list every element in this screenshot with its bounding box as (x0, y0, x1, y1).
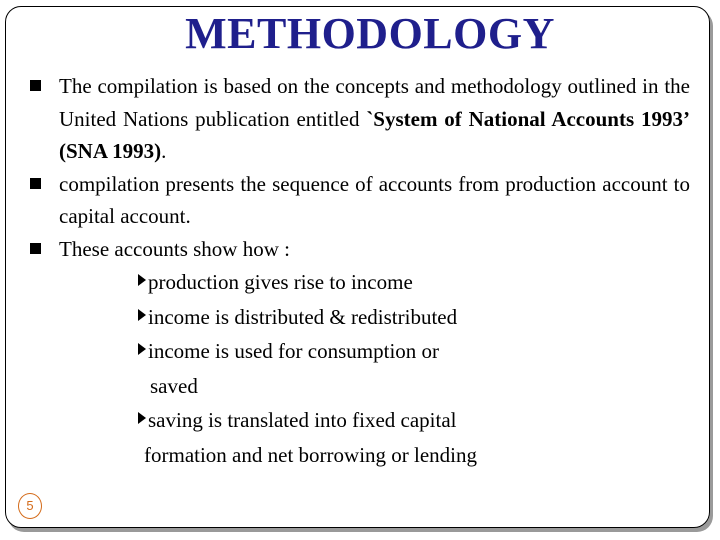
bullet-item (30, 70, 690, 168)
sub-bullet-item (138, 403, 558, 472)
sub-bullet-item (138, 334, 558, 403)
bullet-text-end: . (161, 139, 167, 163)
sub-bullet-text: income is distributed & redistributed (148, 304, 458, 329)
bullet-item (30, 233, 690, 266)
arrow-bullet-icon (138, 274, 146, 286)
sub-bullet-text: saving is translated into fixed capital (148, 408, 457, 432)
square-bullet-icon (30, 243, 41, 254)
sub-bullet-continuation: saved (150, 373, 198, 398)
bullet-text: compilation presents the sequence of accounts from production account to capital account. (59, 171, 690, 228)
slide-title: METHODOLOGY (185, 9, 555, 58)
sub-bullet-text: income is used for consumption or (148, 339, 440, 363)
bullet-text: The compilation is based on the concepts and methodology outlined in the United Nations publication entitled (59, 74, 690, 131)
arrow-bullet-icon (138, 309, 146, 321)
publication-title: `System of National Accounts 1993’ (SNA 1993) (59, 106, 690, 163)
bullet-text: These accounts show how : (59, 236, 290, 261)
arrow-bullet-icon (138, 343, 146, 355)
sub-bullet-item (138, 265, 558, 300)
page-number-badge: 5 (18, 493, 42, 519)
bullet-list (30, 70, 690, 472)
sub-bullet-continuation: formation and net borrowing or lending (144, 442, 478, 467)
bullet-item (30, 168, 690, 233)
sub-bullet-text: production gives rise to income (148, 270, 413, 294)
arrow-bullet-icon (138, 412, 146, 424)
sub-bullet-item (138, 300, 558, 335)
square-bullet-icon (30, 178, 41, 189)
square-bullet-icon (30, 80, 41, 91)
